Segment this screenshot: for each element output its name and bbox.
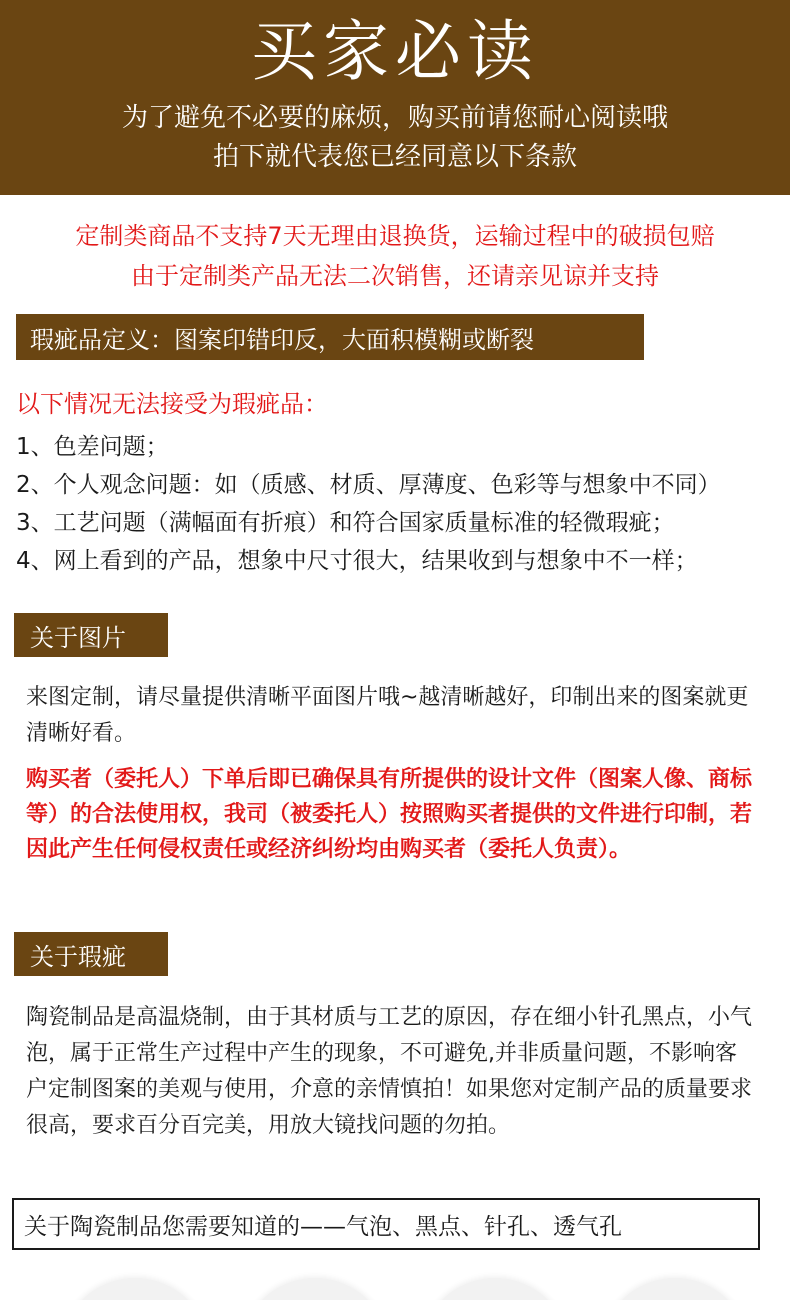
about-images-banner: 关于图片	[14, 613, 168, 657]
sample-image-vent-hole	[600, 1278, 750, 1300]
return-policy-notice: 定制类商品不支持7天无理由退换货，运输过程中的破损包赔	[75, 222, 715, 250]
defect-definition-banner: 瑕疵品定义：图案印错印反，大面积模糊或断裂	[16, 314, 644, 360]
list-item: 2、个人观念问题：如（质感、材质、厚薄度、色彩等与想象中不同）	[16, 472, 721, 498]
custom-product-notice: 由于定制类产品无法二次销售，还请亲见谅并支持	[131, 262, 659, 290]
sample-image-bubble	[60, 1278, 210, 1300]
ceramic-flaw-text: 陶瓷制品是高温烧制，由于其材质与工艺的原因，存在细小针孔黑点，小气泡，属于正常生产过程中产生的现象，不可避免,并非质量问题，不影响客户定制图案的美观与使用，介意的亲情慎拍！如果您对定制产品的质量要求很高，要求百分百完美，用放大镜找问题的勿拍。	[26, 1005, 753, 1138]
image-quality-text: 来图定制，请尽量提供清晰平面图片哦~越清晰越好，印制出来的图案就更清晰好看。	[26, 685, 749, 746]
non-defect-heading: 以下情况无法接受为瑕疵品：	[16, 390, 328, 418]
list-item: 3、工艺问题（满幅面有折痕）和符合国家质量标准的轻微瑕疵；	[16, 510, 675, 536]
header-banner	[0, 0, 790, 195]
page-title: 买家必读	[251, 13, 539, 90]
header-subtitle-2: 拍下就代表您已经同意以下条款	[212, 142, 577, 172]
non-defect-list	[16, 428, 786, 580]
sample-image-black-dot	[240, 1278, 390, 1300]
copyright-disclaimer: 购买者（委托人）下单后即已确保具有所提供的设计文件（图案人像、商标等）的合法使用权，我司（被委托人）按照购买者提供的文件进行印制，若因此产生任何侵权责任或经济纠纷均由购买者（委托人负责）。	[26, 767, 753, 862]
about-flaws-banner: 关于瑕疵	[14, 932, 168, 976]
ceramic-info-box: 关于陶瓷制品您需要知道的——气泡、黑点、针孔、透气孔	[12, 1198, 760, 1250]
list-item: 1、色差问题；	[16, 434, 169, 460]
sample-image-pinhole	[420, 1278, 570, 1300]
list-item: 4、网上看到的产品，想象中尺寸很大，结果收到与想象中不一样；	[16, 548, 698, 574]
ceramic-sample-images	[0, 1272, 790, 1300]
header-subtitle-1: 为了避免不必要的麻烦，购买前请您耐心阅读哦	[121, 103, 668, 133]
